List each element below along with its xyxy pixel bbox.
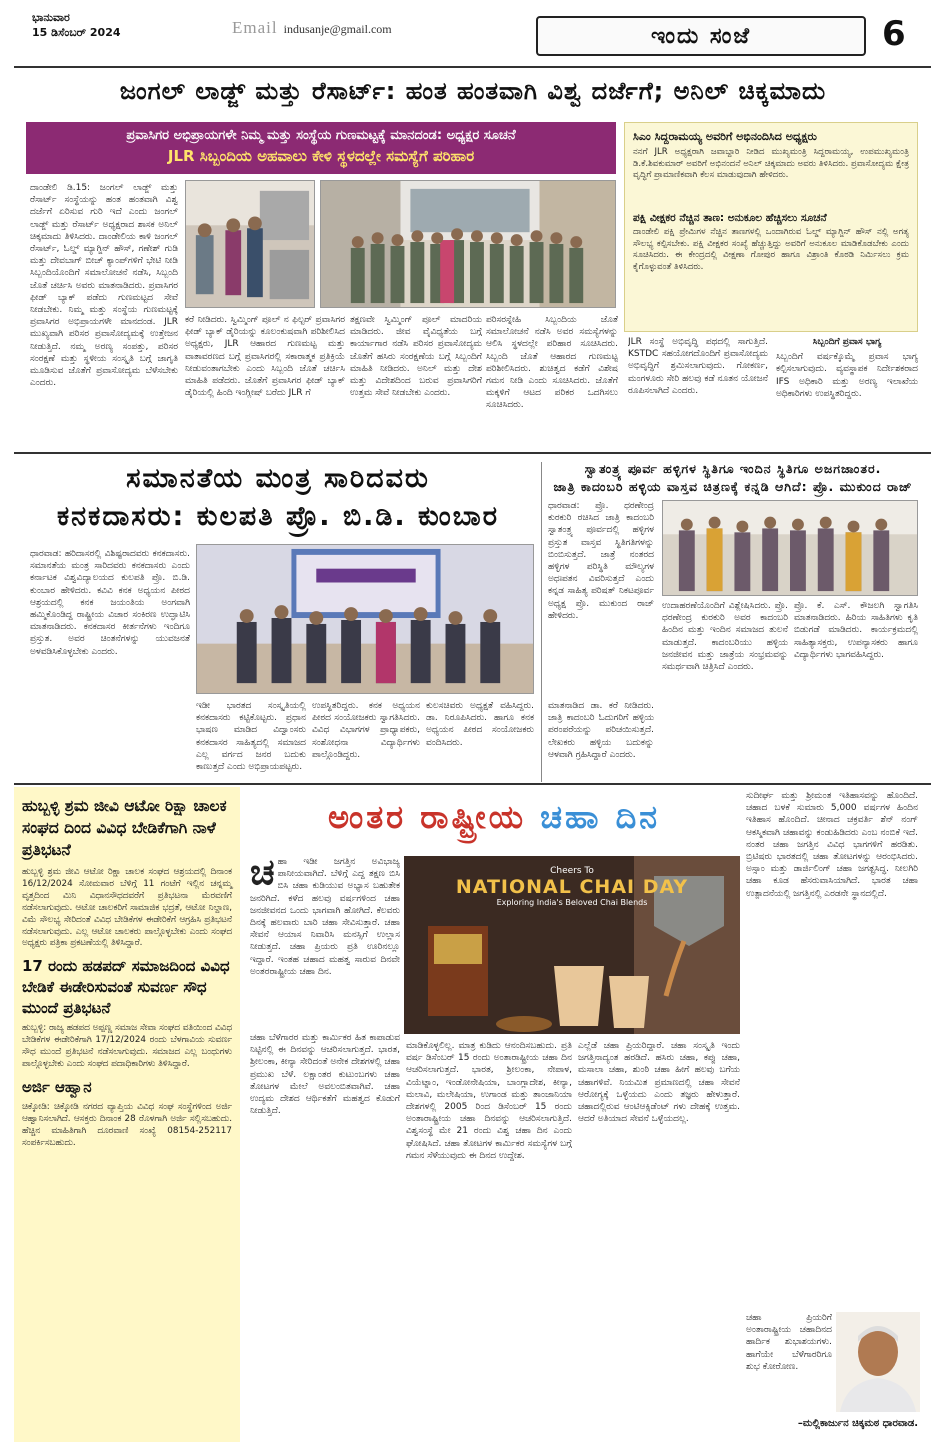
email-contact — [232, 18, 392, 38]
autobox-text1: ಹುಬ್ಬಳ್ಳಿ ಶ್ರಮ ಜೀವಿ ಆಟೋ ರಿಕ್ಷಾ ಚಾಲಕ ಸಂಘದ ಆಶ್ರಯದಲ್ಲಿ ದಿನಾಂಕ 16/12/2024 ಸೋಮವಾರ ಬೆಳಿಗ್ಗೆ 11 ಗಂಟೆಗೆ ಇಲ್ಲಿನ ಚನ್ನಮ್ಮ ವೃತ್ತದಿಂದ ಮಿನಿ ವಿಧಾನಸೌಧದವರೆಗೆ ಪ್ರತಿಭಟನಾ ಮೆರವಣಿಗೆ ನಡೆಸಲಾಗುವುದು. ಆಟೋ ಚಾಲಕರಿಗೆ ಸಾಮಾಜಿಕ ಭದ್ರತೆ, ಆಟೋ ನಿಲ್ದಾಣ, ವಿಮೆ ಸೌಲಭ್ಯ ಸೇರಿದಂತೆ ವಿವಿಧ ಬೇಡಿಕೆಗಳ ಈಡೇರಿಕೆಗೆ ಆಗ್ರಹಿಸಿ ಪ್ರತಿಭಟನೆ ನಡೆಸಲಾಗುವುದು. ಎಲ್ಲ ಆಟೋ ಚಾಲಕರು ಪಾಲ್ಗೊಳ್ಳಬೇಕು ಎಂದು ಸಂಘದ ಅಧ್ಯಕ್ಷರು ಪತ್ರಿಕಾ ಪ್ರಕಟಣೆಯಲ್ಲಿ ತಿಳಿಸಿದ್ದಾರೆ. — [22, 867, 232, 949]
newspaper-logo — [536, 16, 866, 56]
story2-col3: ಉಪಸ್ಥಿತರಿದ್ದರು. ಕನಕ ಅಧ್ಯಯನ ಪೀಠದ ಸಂಯೋಜಕರು ಸ್ವಾಗತಿಸಿದರು. ವಿವಿಧ ವಿಭಾಗಗಳ ಪ್ರಾಧ್ಯಾಪಕರು, ಸಂಶೋಧನಾ ವಿದ್ಯಾರ್ಥಿಗಳು ಪಾಲ್ಗೊಂಡಿದ್ದರು. — [312, 701, 420, 760]
tea-col3: ಎಲ್ಲೆಡೆ ಚಹಾ ಪ್ರಿಯರಿದ್ದಾರೆ. ಚಹಾ ಸಂಸ್ಕೃತಿ ಇಂದು ಜಗತ್ತಿನಾದ್ಯಂತ ಹರಡಿದೆ. ಹಸಿರು ಚಹಾ, ಕಪ್ಪು ಚಹಾ, ಮಸಾಲಾ ಚಹಾ, ಶುಂಠಿ ಚಹಾ ಹೀಗೆ ಹಲವು ಬಗೆಯ ಚಹಾಗಳಿವೆ. ನಿಯಮಿತ ಪ್ರಮಾಣದಲ್ಲಿ ಚಹಾ ಸೇವನೆ ಆರೋಗ್ಯಕ್ಕೆ ಒಳ್ಳೆಯದು ಎಂದು ತಜ್ಞರು ಹೇಳುತ್ತಾರೆ. ಚಹಾದಲ್ಲಿರುವ ಆಂಟಿಆಕ್ಸಿಡೆಂಟ್ ಗಳು ದೇಹಕ್ಕೆ ಉತ್ತಮ. ಆದರೆ ಅತಿಯಾದ ಸೇವನೆ ಒಳ್ಳೆಯದಲ್ಲ. — [578, 1041, 740, 1125]
autorickshaw-news-box — [14, 787, 240, 1442]
sidebox-text1: ನನಗೆ JLR ಅಧ್ಯಕ್ಷರಾಗಿ ಜವಾಬ್ದಾರಿ ನೀಡಿದ ಮುಖ್ಯಮಂತ್ರಿ ಸಿದ್ದರಾಮಯ್ಯ, ಉಪಮುಖ್ಯಮಂತ್ರಿ ಡಿ.ಕೆ.ಶಿವಕುಮಾರ್ ಅವರಿಗೆ ಅಭಿನಂದನೆ ಅನಿಲ್ ಚಿಕ್ಕಮಾದು ಅವರು ತಿಳಿಸಿದರು. ಪ್ರವಾಸೋದ್ಯಮ ಕ್ಷೇತ್ರ ವೃದ್ಧಿಗೆ ಪ್ರಾಮಾಣಿಕವಾಗಿ ಕೆಲಸ ಮಾಡುವುದಾಗಿ ಹೇಳಿದರು. — [633, 147, 909, 180]
issue-day: ಭಾನುವಾರ — [32, 11, 70, 24]
email-label: Email — [232, 18, 278, 37]
seminar-photo-icon — [197, 545, 533, 693]
poster-line2: NATIONAL CHAI DAY — [455, 876, 689, 898]
sidebox-title2: ಪಕ್ಷಿ ವೀಕ್ಷಕರ ನೆಚ್ಚಿನ ತಾಣ: ಅನುಕೂಲ ಹೆಚ್ಚಿಸಲು ಸೂಚನೆ — [633, 212, 827, 224]
story2-col4: ಕುಲಸಚಿವರು ಅಧ್ಯಕ್ಷತೆ ವಹಿಸಿದ್ದರು. ಡಾ. ನಿರೂಪಿಸಿದರು. ಹಾಗೂ ಕನಕ ಅಧ್ಯಯನ ಪೀಠದ ಸಂಯೋಜಕರು ವಂದಿಸಿದರು. — [426, 701, 534, 748]
story1-banner-line2: JLR ಸಿಬ್ಬಂದಿಯ ಅಹವಾಲು ಕೇಳಿ ಸ್ಥಳದಲ್ಲೇ ಸಮಸ್ಯೆಗೆ ಪರಿಹಾರ — [167, 147, 475, 165]
poster-line1: Cheers To — [550, 866, 594, 876]
chai-day-poster — [404, 856, 740, 1034]
issue-date — [32, 10, 121, 40]
story3-col-left: ಮಾತನಾಡಿದ ಡಾ. ಕರೆ ನೀಡಿದರು. ಜಾತ್ರಿ ಕಾದಂಬರಿ ಓದುಗರಿಗೆ ಹಳ್ಳಿಯ ಪರಂಪರೆಯನ್ನು ಪರಿಚಯಿಸುತ್ತದೆ. ಲೇಖಕರು ಹಳ್ಳಿಯ ಬದುಕನ್ನು ಆಳವಾಗಿ ಗ್ರಹಿಸಿದ್ದಾರೆ ಎಂದರು. — [548, 701, 654, 760]
story3-col1: ಧಾರವಾಡ: ಪ್ರೊ. ಧರಣೇಂದ್ರ ಕುರಕುರಿ ರಚಿಸಿದ ಜಾತ್ರಿ ಕಾದಂಬರಿ ಸ್ವಾತಂತ್ರ್ಯ ಪೂರ್ವದಲ್ಲಿ ಹಳ್ಳಿಗಳ ಪ್ರಸ್ತುತ ವಾಸ್ತವ ಸ್ಥಿತಿಗತಿಗಳನ್ನು ಬಿಂಬಿಸುತ್ತದೆ. ಜಾತ್ರೆ ನಂತರದ ಹಳ್ಳಿಗಳ ಪರಿಸ್ಥಿತಿ ಮೌಲ್ಯಗಳ ಅಧಃಪತನ ವಿವರಿಸುತ್ತದೆ ಎಂದು ಕನ್ನಡ ಸಾಹಿತ್ಯ ಪರಿಷತ್ ನಿಕಟಪೂರ್ವ ಅಧ್ಯಕ್ಷ ಪ್ರೊ. ಮುಕುಂದ ರಾಜ್ ಹೇಳಿದರು. — [548, 501, 654, 621]
story3-headline — [548, 460, 918, 496]
section-rule-1 — [14, 452, 931, 454]
tea-headline-part2: ಚಹಾ ದಿನ — [540, 798, 661, 836]
autobox-headline2: 17 ರಂದು ಹಡಪದ್ ಸಮಾಜದಿಂದ ವಿವಿಧ ಬೇಡಿಕೆ ಈಡೇರಿಸುವಂತೆ ಸುವರ್ಣ ಸೌಧ ಮುಂದೆ ಪ್ರತಿಭಟನೆ — [22, 957, 230, 1018]
tea-day-headline — [254, 790, 734, 844]
poster-line3: Exploring India's Beloved Chai Blends — [496, 898, 648, 907]
autobox-headline3: ಅರ್ಜಿ ಆಹ್ವಾನ — [22, 1077, 92, 1096]
tea-col4: ಸುದೀರ್ಘ ಮತ್ತು ಶ್ರೀಮಂತ ಇತಿಹಾಸವನ್ನು ಹೊಂದಿದೆ. ಚಹಾದ ಬಳಕೆ ಸುಮಾರು 5,000 ವರ್ಷಗಳ ಹಿಂದಿನ ಇತಿಹಾಸ ಹೊಂದಿದೆ. ಚೀನಾದ ಚಕ್ರವರ್ತಿ ಶೆನ್ ನಂಗ್ ಆಕಸ್ಮಿಕವಾಗಿ ಚಹಾವನ್ನು ಕಂಡುಹಿಡಿದರು ಎಂಬ ನಂಬಿಕೆ ಇದೆ. ನಂತರ ಚಹಾ ಜಗತ್ತಿನ ವಿವಿಧ ಭಾಗಗಳಿಗೆ ಹರಡಿತು. ಬ್ರಿಟಿಷರು ಭಾರತದಲ್ಲಿ ಚಹಾ ತೋಟಗಳನ್ನು ಆರಂಭಿಸಿದರು. ಅಸ್ಸಾಂ ಮತ್ತು ಡಾರ್ಜಿಲಿಂಗ್ ಚಹಾ ಜಗತ್ಪ್ರಸಿದ್ಧ. ನೀಲಗಿರಿ ಚಹಾ ಕೂಡ ಹೆಸರುವಾಸಿಯಾಗಿದೆ. ಭಾರತ ಚಹಾ ಉತ್ಪಾದನೆಯಲ್ಲಿ ಜಗತ್ತಿನಲ್ಲಿ ಎರಡನೇ ಸ್ಥಾನದಲ್ಲಿದೆ. — [746, 791, 918, 899]
tea-col4b: ಚಹಾ ಪ್ರಿಯರಿಗೆ ಅಂತಾರಾಷ್ಟ್ರೀಯ ಚಹಾದಿನದ ಹಾರ್ದಿಕ ಶುಭಾಶಯಗಳು. ಹಾಗೆಯೇ ಬೆಳೆಗಾರರಿಗೂ ಶುಭ ಕೋರೋಣ. — [746, 1313, 832, 1372]
story2-col1: ಧಾರವಾಡ: ಹರಿದಾಸರಲ್ಲಿ ವಿಶಿಷ್ಟರಾದವರು ಕನಕದಾಸರು. ಸಮಾನತೆಯ ಮಂತ್ರ ಸಾರಿದವರು ಕನಕದಾಸರು ಎಂದು ಕರ್ನಾಟಕ ವಿಶ್ವವಿದ್ಯಾಲಯದ ಕುಲಪತಿ ಪ್ರೊ. ಬಿ.ಡಿ. ಕುಂಬಾರ ಹೇಳಿದರು. ಕವಿವಿ ಕನಕ ಅಧ್ಯಯನ ಪೀಠದ ಆಶ್ರಯದಲ್ಲಿ ಕನಕ ಜಯಂತಿಯ ಅಂಗವಾಗಿ ಹಮ್ಮಿಕೊಂಡಿದ್ದ ರಾಷ್ಟ್ರೀಯ ವಿಚಾರ ಸಂಕಿರಣ ಉದ್ಘಾಟಿಸಿ ಮಾತನಾಡಿದರು. ಕನಕದಾಸರ ಕೀರ್ತನೆಗಳು ಇಂದಿಗೂ ಪ್ರಸ್ತುತ. ಅವರ ಚಿಂತನೆಗಳನ್ನು ಯುವಜನತೆ ಅಳವಡಿಸಿಕೊಳ್ಳಬೇಕು ಎಂದರು. — [30, 549, 190, 657]
tea-col1-text: ಹಾ ಇಡೀ ಜಗತ್ತಿನ ಅವಿಭಾಜ್ಯ ಪಾನೀಯವಾಗಿದೆ. ಬೆಳಿಗ್ಗೆ ಎದ್ದ ತಕ್ಷಣ ಬಿಸಿ ಬಿಸಿ ಚಹಾ ಕುಡಿಯುವ ಅಭ್ಯಾಸ ಬಹುತೇಕ ಜನರಿಗಿದೆ. ಕಳೆದ ಹಲವು ವರ್ಷಗಳಿಂದ ಚಹಾ ಜನಜೀವನದ ಒಂದು ಭಾಗವಾಗಿ ಹೋಗಿದೆ. ಕೆಲವರು ದಿನಕ್ಕೆ ಹಲವಾರು ಬಾರಿ ಚಹಾ ಸೇವಿಸುತ್ತಾರೆ. ಚಹಾ ಸೇವನೆ ಆಯಾಸ ನಿವಾರಿಸಿ ಮನಸ್ಸಿಗೆ ಉಲ್ಲಾಸ ನೀಡುತ್ತದೆ. ಚಹಾ ಪ್ರಿಯರು ಪ್ರತಿ ಊರಿನಲ್ಲೂ ಇದ್ದಾರೆ. ಇಂತಹ ಚಹಾದ ಮಹತ್ವ ಸಾರುವ ದಿನವೇ ಅಂತರರಾಷ್ಟ್ರೀಯ ಚಹಾ ದಿನ. — [250, 857, 400, 977]
story1-col2: ಕರೆ ನೀಡಿದರು. ಸ್ವಿಮ್ಮಿಂಗ್ ಪೂಲ್ ನ ಫಿಲ್ಟರ್ ಪ್ರವಾಸಿಗರ ಫೀಡ್ ಬ್ಯಾಕ್ ಡೈರಿಯನ್ನು ಕೂಲಂಕುಷವಾಗಿ ಪರಿಶೀಲಿಸಿದ ಅಧ್ಯಕ್ಷರು, JLR ಆಹಾರದ ಗುಣಮಟ್ಟ ಮತ್ತು ವಾತಾವರಣದ ಬಗ್ಗೆ ಪ್ರವಾಸಿಗರಲ್ಲಿ ಸಕಾರಾತ್ಮಕ ಪ್ರತಿಕ್ರಿಯೆ ನೀಡುವಂತಾಗಬೇಕು ಎಂದು ಸಿಬ್ಬಂದಿ ಜೊತೆ ಚರ್ಚಿಸಿ ಮಾಹಿತಿ ಪಡೆದರು. ಜೊತೆಗೆ ಪ್ರವಾಸಿಗರ ಫೀಡ್ ಬ್ಯಾಕ್ ಡೈರಿಯಲ್ಲಿ ಹಿಂದಿ ಇಂಗ್ಲೀಷ್ ಬರೆದು JLR ಗೆ — [185, 315, 345, 399]
column-divider — [541, 462, 542, 782]
tea-col1 — [250, 856, 400, 1028]
kitchen-photo-icon — [186, 181, 314, 307]
tea-col2: ಮಾಡಿಕೊಳ್ಳಲಿಲ್ಲ. ಮಾತ್ರ ಕುಡಿದು ಆನಂದಿಸಬಹುದು. ಪ್ರತಿ ವರ್ಷ ಡಿಸೆಂಬರ್ 15 ರಂದು ಅಂತಾರಾಷ್ಟ್ರೀಯ ಚಹಾ ದಿನ ಆಚರಿಸಲಾಗುತ್ತದೆ. ಭಾರತ, ಶ್ರೀಲಂಕಾ, ನೇಪಾಳ, ವಿಯೆಟ್ನಾಂ, ಇಂಡೋನೇಷಿಯಾ, ಬಾಂಗ್ಲಾದೇಶ, ಕೀನ್ಯಾ, ಮಲಾವಿ, ಮಲೇಷಿಯಾ, ಉಗಾಂಡ ಮತ್ತು ತಾಂಜಾನಿಯಾ ದೇಶಗಳಲ್ಲಿ 2005 ರಿಂದ ಡಿಸೆಂಬರ್ 15 ರಂದು ಅಂತಾರಾಷ್ಟ್ರೀಯ ಚಹಾ ದಿನವನ್ನು ಆಚರಿಸಲಾಗುತ್ತಿದೆ. ವಿಶ್ವಸಂಸ್ಥೆ ಮೇ 21 ರಂದು ವಿಶ್ವ ಚಹಾ ದಿನ ಎಂದು ಘೋಷಿಸಿದೆ. ಚಹಾ ತೋಟಗಳ ಕಾರ್ಮಿಕರ ಸಮಸ್ಯೆಗಳ ಬಗ್ಗೆ ಗಮನ ಸೆಳೆಯುವುದು ಈ ದಿನದ ಉದ್ದೇಶ. — [406, 1041, 572, 1161]
tea-dropcap: ಚ — [250, 856, 275, 893]
story1-sidebox — [624, 122, 918, 332]
story3-headline-line2: ಜಾತ್ರಿ ಕಾದಂಬರಿ ಹಳ್ಳಿಯ ವಾಸ್ತವ ಚಿತ್ರಣಕ್ಕೆ ಕನ್ನಡಿ ಆಗಿದೆ: ಪ್ರೊ. ಮುಕುಂದ ರಾಜ್ — [553, 479, 913, 494]
staff-tour-subhead: ಸಿಬ್ಬಂದಿಗೆ ಪ್ರವಾಸ ಭಾಗ್ಯ — [812, 337, 882, 347]
story1-banner — [26, 122, 616, 174]
poster-text — [404, 866, 740, 907]
story2-photo — [196, 544, 534, 694]
story2-headline — [28, 460, 528, 536]
tea-author: –ಮಲ್ಲಿಕಾರ್ಜುನ ಚಿಕ್ಕಮಠ ಧಾರವಾಡ. — [797, 1418, 918, 1429]
story1-col3: ತಕ್ಷಣವೇ ಸ್ವಿಮ್ಮಿಂಗ್ ಪೂಲ್ ಮಾದರಿಯ ಮಾಡಿದರು. ಜೀವ ವೈವಿಧ್ಯತೆಯ ಬಗ್ಗೆ ಕಾರ್ಯಾಗಾರ ನಡೆಸಿ ಪರಿಸರ ಪ್ರವಾಸೋದ್ಯಮ ಜೊತೆಗೆ ಹಸಿರು ಸಂರಕ್ಷಣೆಯ ಬಗ್ಗೆ ಸಿಬ್ಬಂದಿಗೆ ಮಾಹಿತಿ ನೀಡಿದರು. ಅನಿಲ್ ಮತ್ತು ದೇಶ ಮತ್ತು ವಿದೇಶದಿಂದ ಬರುವ ಪ್ರವಾಸಿಗರಿಗೆ ಉತ್ತಮ ಸೇವೆ ನೀಡಬೇಕು ಎಂದರು. — [350, 315, 482, 399]
story1-bottom-col4 — [776, 336, 918, 444]
autobox-headline1: ಹುಬ್ಬಳ್ಳಿ ಶ್ರಮ ಜೀವಿ ಆಟೋ ರಿಕ್ಷಾ ಚಾಲಕ ಸಂಘದ ದಿಂದ ವಿವಿಧ ಬೇಡಿಕೆಗಾಗಿ ನಾಳೆ ಪ್ರತಿಭಟನೆ — [22, 797, 227, 859]
author-photo — [836, 1312, 920, 1412]
book-release-photo-icon — [663, 501, 917, 595]
email-address[interactable]: indusanje@gmail.com — [283, 22, 392, 36]
sidebox-text2: ದಾಂಡೇಲಿ ಪಕ್ಷಿ ಪ್ರೇಮಿಗಳ ನೆಚ್ಚಿನ ತಾಣಗಳಲ್ಲಿ ಒಂದಾಗಿರುವ ಓಲ್ಡ್ ಮ್ಯಾಗ್ಜಿನ್ ಹೌಸ್ ನಲ್ಲಿ ಅಗತ್ಯ ಸೌಲಭ್ಯ ಕಲ್ಪಿಸಬೇಕು. ಪಕ್ಷಿ ವೀಕ್ಷಕರ ಸಂಖ್ಯೆ ಹೆಚ್ಚುತ್ತಿದ್ದು ಅವರಿಗೆ ಅನುಕೂಲ ಮಾಡಿಕೊಡಬೇಕು ಎಂದು ಸೂಚಿಸಿದರು. ಈ ಕೇಂದ್ರದಲ್ಲಿ ವೀಕ್ಷಣಾ ಗೋಪುರ ಹಾಗೂ ವಿಶ್ರಾಂತಿ ಕೊಠಡಿ ನಿರ್ಮಿಸಲು ಕ್ರಮ ಕೈಗೊಳ್ಳುವಂತೆ ತಿಳಿಸಿದರು. — [633, 227, 909, 272]
page-number: 6 — [882, 14, 906, 54]
autobox-text3: ಚಿಕ್ಕೋಡಿ: ಚಿಕ್ಕೋಡಿ ನಗರದ ವ್ಯಾಪ್ತಿಯ ವಿವಿಧ ಸಂಘ ಸಂಸ್ಥೆಗಳಿಂದ ಅರ್ಜಿ ಆಹ್ವಾನಿಸಲಾಗಿದೆ. ಆಸಕ್ತರು ದಿನಾಂಕ 28 ರೊಳಗಾಗಿ ಅರ್ಜಿ ಸಲ್ಲಿಸಬಹುದು. ಹೆಚ್ಚಿನ ಮಾಹಿತಿಗಾಗಿ ದೂರವಾಣಿ ಸಂಖ್ಯೆ 08154-252117 ಸಂಪರ್ಕಿಸಬಹುದು. — [22, 1101, 232, 1148]
autobox-text2: ಹುಬ್ಬಳ್ಳಿ: ರಾಜ್ಯ ಹಡಪದ ಅಪ್ಪಣ್ಣ ಸಮಾಜ ಸೇವಾ ಸಂಘದ ವತಿಯಿಂದ ವಿವಿಧ ಬೇಡಿಕೆಗಳ ಈಡೇರಿಕೆಗಾಗಿ 17/12/2024 ರಂದು ಬೆಳಗಾವಿಯ ಸುವರ್ಣ ಸೌಧ ಮುಂದೆ ಪ್ರತಿಭಟನೆ ನಡೆಸಲಾಗುವುದು. ಸಮಾಜದ ಎಲ್ಲ ಬಂಧುಗಳು ಪಾಲ್ಗೊಳ್ಳಬೇಕು ಎಂದು ಸಂಘದ ಪದಾಧಿಕಾರಿಗಳು ತಿಳಿಸಿದ್ದಾರೆ. — [22, 1023, 232, 1070]
sidebox-title1: ಸಿಎಂ ಸಿದ್ದರಾಮಯ್ಯ ಅವರಿಗೆ ಅಭಿನಂದಿಸಿದ ಅಧ್ಯಕ್ಷರು — [633, 130, 817, 143]
story1-photo-kitchen — [185, 180, 315, 308]
masthead-rule — [14, 66, 931, 68]
staff-tour-text: ಸಿಬ್ಬಂದಿಗೆ ವರ್ಷಕ್ಕೊಮ್ಮೆ ಪ್ರವಾಸ ಭಾಗ್ಯ ಕಲ್ಪಿಸಲಾಗುವುದು. ವ್ಯವಸ್ಥಾಪಕ ನಿರ್ದೇಶಕರಾದ IFS ಅಧಿಕಾರಿ ಮತ್ತು ಅರಣ್ಯ ಇಲಾಖೆಯ ಅಧಿಕಾರಿಗಳು ಉಪಸ್ಥಿತರಿದ್ದರು. — [776, 352, 918, 399]
story1-photo-group — [320, 180, 616, 308]
author-portrait-icon — [836, 1312, 920, 1412]
tea-col1b: ಚಹಾ ಬೆಳೆಗಾರರ ಮತ್ತು ಕಾರ್ಮಿಕರ ಹಿತ ಕಾಪಾಡುವ ನಿಟ್ಟಿನಲ್ಲಿ ಈ ದಿನವನ್ನು ಆಚರಿಸಲಾಗುತ್ತದೆ. ಭಾರತ, ಶ್ರೀಲಂಕಾ, ಕೀನ್ಯಾ ಸೇರಿದಂತೆ ಅನೇಕ ದೇಶಗಳಲ್ಲಿ ಚಹಾ ಪ್ರಮುಖ ಬೆಳೆ. ಲಕ್ಷಾಂತರ ಕುಟುಂಬಗಳು ಚಹಾ ತೋಟಗಳ ಮೇಲೆ ಅವಲಂಬಿತವಾಗಿವೆ. ಚಹಾ ಉದ್ಯಮ ದೇಶದ ಆರ್ಥಿಕತೆಗೆ ಮಹತ್ವದ ಕೊಡುಗೆ ನೀಡುತ್ತಿದೆ. — [250, 1033, 400, 1117]
section-rule-2 — [14, 783, 931, 785]
story2-col2: ಇಡೀ ಭಾರತದ ಸಂಸ್ಕೃತಿಯಲ್ಲಿ ಕನಕದಾಸರು ಕಟ್ಟಿಕೊಟ್ಟರು. ಪ್ರಧಾನ ಭಾಷಣ ಮಾಡಿದ ವಿದ್ವಾಂಸರು ಕನಕದಾಸರ ಸಾಹಿತ್ಯದಲ್ಲಿ ಸಮಾಜದ ಎಲ್ಲ ವರ್ಗದ ಜನರ ಬದುಕು ಕಾಣುತ್ತದೆ ಎಂದು ಅಭಿಪ್ರಾಯಪಟ್ಟರು. — [196, 701, 306, 773]
story3-col2: ಉದಾಹರಣೆಯೊಂದಿಗೆ ವಿಶ್ಲೇಷಿಸಿದರು. ಪ್ರೊ. ಧರಣೇಂದ್ರ ಕುರಕುರಿ ಅವರ ಕಾದಂಬರಿ ಹಿಂದಿನ ಮತ್ತು ಇಂದಿನ ಸಮಾಜದ ತುಲನೆ ಮಾಡುತ್ತದೆ. ಕಾದಂಬರಿಯು ಹಳ್ಳಿಯ ಜನಜೀವನ ಮತ್ತು ಜಾತ್ರೆಯ ಸಂಭ್ರಮವನ್ನು ಸಮರ್ಥವಾಗಿ ಚಿತ್ರಿಸಿದೆ ಎಂದರು. — [662, 601, 788, 673]
story1-banner-line1: ಪ್ರವಾಸಿಗರ ಅಭಿಪ್ರಾಯಗಳೇ ನಿಮ್ಮ ಮತ್ತು ಸಂಸ್ಥೆಯ ಗುಣಮಟ್ಟಕ್ಕೆ ಮಾನದಂಡ: ಅಧ್ಯಕ್ಷರ ಸೂಚನೆ — [126, 128, 516, 143]
story3-col3: ಪ್ರೊ. ಕೆ. ಎಸ್. ಕೌಜಲಗಿ ಸ್ವಾಗತಿಸಿ ಮಾತನಾಡಿದರು. ಹಿರಿಯ ಸಾಹಿತಿಗಳು ಕೃತಿ ಬಿಡುಗಡೆ ಮಾಡಿದರು. ಕಾರ್ಯಕ್ರಮದಲ್ಲಿ ಸಾಹಿತ್ಯಾಸಕ್ತರು, ಉಪನ್ಯಾಸಕರು ಹಾಗೂ ವಿದ್ಯಾರ್ಥಿಗಳು ಭಾಗವಹಿಸಿದ್ದರು. — [794, 601, 918, 660]
story1-bottom-col3: JLR ಸಂಸ್ಥೆ ಅಭಿವೃದ್ಧಿ ಪಥದಲ್ಲಿ ಸಾಗುತ್ತಿದೆ. KSTDC ಸಹಯೋಗದೊಂದಿಗೆ ಪ್ರವಾಸೋದ್ಯಮ ಅಭಿವೃದ್ಧಿಗೆ ಶ್ರಮಿಸಲಾಗುವುದು. ಗೋಕರ್ಣ, ಮಂಗಳೂರು ಸೇರಿ ಹಲವು ಕಡೆ ನೂತನ ಯೋಜನೆ ರೂಪಿಸಲಾಗಿದೆ ಎಂದರು. — [628, 337, 768, 396]
logo-text: ಇಂದು ಸಂಜೆ — [650, 23, 751, 49]
story3-headline-line1: ಸ್ವಾತಂತ್ರ್ಯ ಪೂರ್ವ ಹಳ್ಳಿಗಳ ಸ್ಥಿತಿಗೂ ಇಂದಿನ ಸ್ಥಿತಿಗೂ ಅಜಗಜಾಂತರ. — [584, 461, 882, 476]
group-photo-icon — [321, 181, 615, 307]
tea-headline-part1: ಅಂತರ ರಾಷ್ಟ್ರೀಯ — [327, 798, 526, 836]
story1-col1: ದಾಂಡೇಲಿ ಡಿ.15: ಜಂಗಲ್ ಲಾಡ್ಜ್ ಮತ್ತು ರೆಸಾರ್ಟ್ ಸಂಸ್ಥೆಯನ್ನು ಹಂತ ಹಂತವಾಗಿ ವಿಶ್ವ ದರ್ಜೆಗೆ ಏರಿಸುವ ಗುರಿ ಇದೆ ಎಂದು ಜಂಗಲ್ ಲಾಡ್ಜ್ ಮತ್ತು ರೆಸಾರ್ಟ್ ಅಧ್ಯಕ್ಷರಾದ ಶಾಸಕ ಅನಿಲ್ ಚಿಕ್ಕಮಾದು ತಿಳಿಸಿದರು. ದಾಂಡೇಲಿಯ ಕಾಳಿ ಜಂಗಲ್ ರೆಸಾರ್ಟ್, ಓಲ್ಡ್ ಮ್ಯಾಗ್ಜಿನ್ ಹೌಸ್, ಗಣೇಶ್ ಗುಡಿ ಮತ್ತು ದೇವಬಾಗ್ ಬೀಚ್ ಕ್ಯಾಂಪ್‌ಗಳಿಗೆ ಭೇಟಿ ನೀಡಿ ಸಿಬ್ಬಂದಿಯೊಂದಿಗೆ ಸಮಾಲೋಚನೆ ನಡೆಸಿ, ಸಿಬ್ಬಂದಿ ಜೊತೆ ಚರ್ಚಿಸಿ ಅವರು ಮಾತನಾಡಿದರು. ಪ್ರವಾಸಿಗರ ಫೀಡ್ ಬ್ಯಾಕ್ ಪಡೆದು ಗುಣಮಟ್ಟದ ಸೇವೆ ನೀಡಬೇಕು. ನಿಮ್ಮ ಮತ್ತು ಸಂಸ್ಥೆಯ ಗುಣಮಟ್ಟಕ್ಕೆ ಪ್ರವಾಸಿಗರ ಅಭಿಪ್ರಾಯಗಳೇ ಮಾನದಂಡ. JLR ಮುಖ್ಯವಾಗಿ ಪರಿಸರ ಪ್ರವಾಸೋದ್ಯಮಕ್ಕೆ ಉತ್ತೇಜನ ನೀಡುತ್ತಿದೆ. ನಮ್ಮ ಅರಣ್ಯ ಸಂಪತ್ತು, ಪರಿಸರ ಸಂರಕ್ಷಣೆ ಮತ್ತು ಸ್ಥಳೀಯ ಸಂಸ್ಕೃತಿ ಬಗ್ಗೆ ಜಾಗೃತಿ ಮೂಡಿಸುವ ಜೊತೆಗೆ ಪ್ರವಾಸೋದ್ಯಮ ಬೆಳೆಸಬೇಕು ಎಂದರು. — [30, 183, 178, 389]
story3-photo — [662, 500, 918, 596]
story2-headline-line2: ಕನಕದಾಸರು: ಕುಲಪತಿ ಪ್ರೊ. ಬಿ.ಡಿ. ಕುಂಬಾರ — [57, 501, 499, 532]
issue-date-text: 15 ಡಿಸೆಂಬರ್ 2024 — [32, 26, 121, 39]
story2-headline-line1: ಸಮಾನತೆಯ ಮಂತ್ರ ಸಾರಿದವರು — [126, 463, 430, 494]
story1-headline: ಜಂಗಲ್ ಲಾಡ್ಜ್ ಮತ್ತು ರೆಸಾರ್ಟ್: ಹಂತ ಹಂತವಾಗಿ ವಿಶ್ವ ದರ್ಜೆಗೆ; ಅನಿಲ್ ಚಿಕ್ಕಮಾದು — [119, 77, 827, 105]
masthead — [0, 0, 945, 68]
story1-col4: ಪರಿಸರಸ್ನೇಹಿ ಸಿಬ್ಬಂದಿಯ ಜೊತೆ ಸಮಾಲೋಚನೆ ನಡೆಸಿ ಅವರ ಸಮಸ್ಯೆಗಳನ್ನು ಆಲಿಸಿ ಸ್ಥಳದಲ್ಲೇ ಪರಿಹಾರ ಸೂಚಿಸಿದರು. ಸಿಬ್ಬಂದಿ ಜೊತೆ ಆಹಾರದ ಗುಣಮಟ್ಟ ಪರಿಶೀಲಿಸಿದರು. ಶುಚಿತ್ವದ ಕಡೆಗೆ ವಿಶೇಷ ಗಮನ ನೀಡಿ ಎಂದು ಸೂಚಿಸಿದರು. ಜೊತೆಗೆ ಮಕ್ಕಳಿಗೆ ಆಟದ ಪರಿಕರ ಒದಗಿಸಲು ಸೂಚಿಸಿದರು. — [486, 315, 618, 411]
